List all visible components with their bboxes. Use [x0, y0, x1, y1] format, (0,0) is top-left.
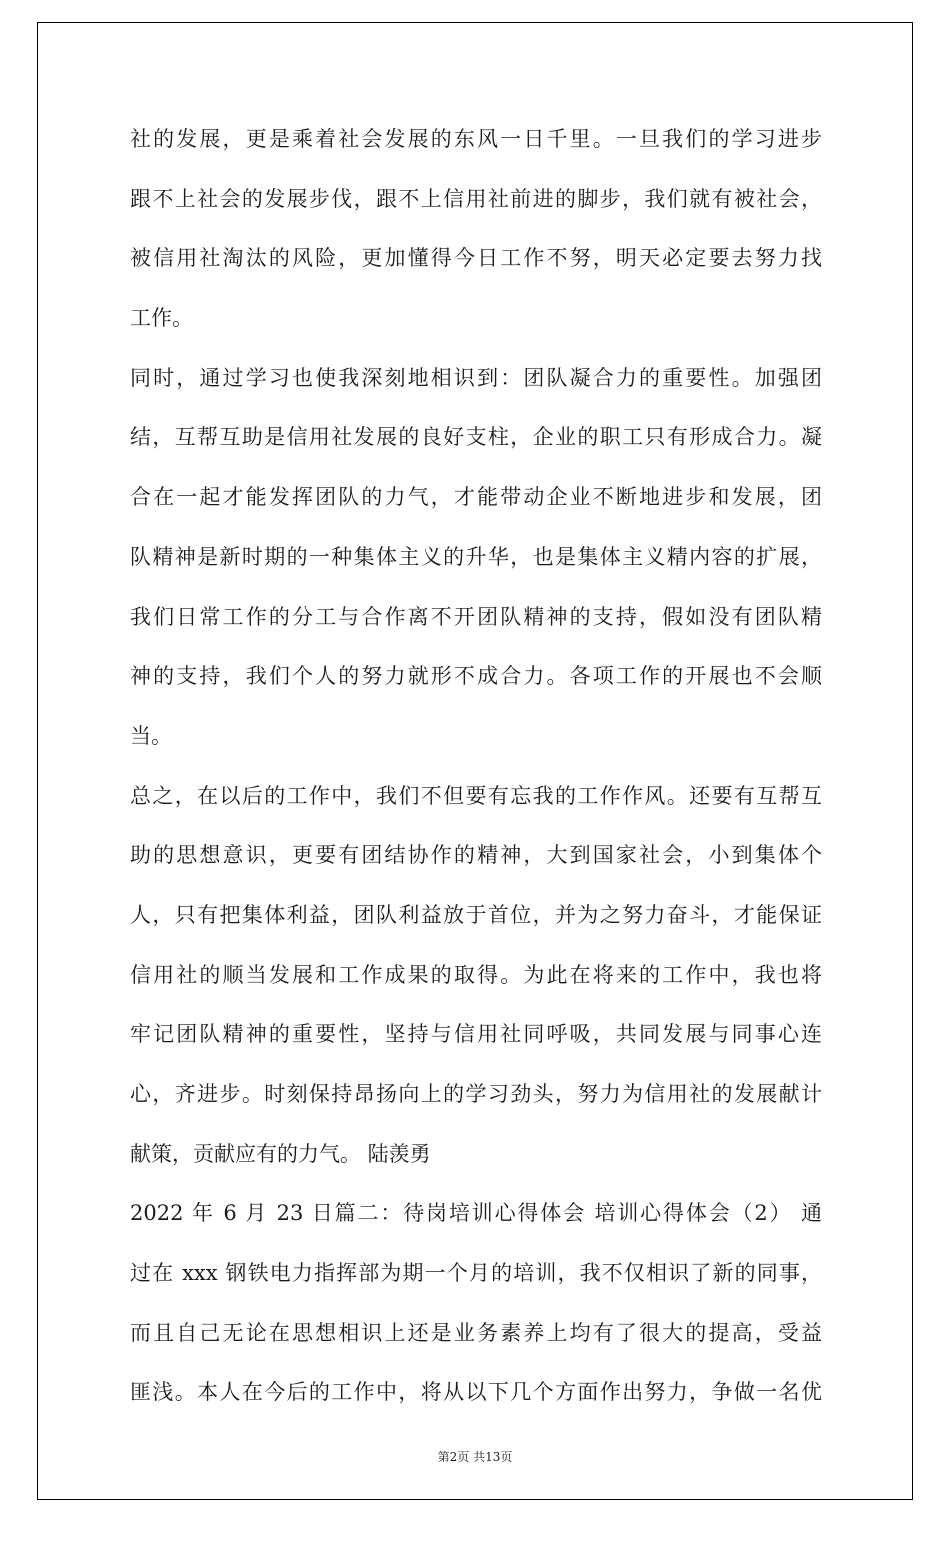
text-line: 社的发展，更是乘着社会发展的东风一日千里。一旦我们的学习进步 — [130, 127, 822, 151]
text-line: 当。 — [130, 723, 172, 748]
page-footer: 第2页 共13页 — [437, 1450, 513, 1464]
text-line: 而且自己无论在思想相识上还是业务素养上均有了很大的提高，受益 — [130, 1320, 822, 1345]
text-line: 心，齐进步。时刻保持昂扬向上的学习劲头，努力为信用社的发展献计 — [130, 1082, 822, 1106]
text-line: 神的支持，我们个人的努力就形不成合力。各项工作的开展也不会顺 — [130, 664, 822, 689]
text-line: 牢记团队精神的重要性，坚持与信用社同呼吸，共同发展与同事心连 — [130, 1022, 822, 1047]
text-line: 队精神是新时期的一种集体主义的升华，也是集体主义精内容的扩展， — [130, 544, 822, 569]
document-body — [130, 110, 822, 1423]
text-line: 结，互帮互助是信用社发展的良好支柱，企业的职工只有形成合力。凝 — [130, 425, 822, 450]
text-line: 过在 xxx 钢铁电力指挥部为期一个月的培训，我不仅相识了新的同事， — [130, 1261, 822, 1286]
text-line: 我们日常工作的分工与合作离不开团队精神的支持，假如没有团队精 — [130, 604, 822, 629]
text-line: 献策，贡献应有的力气。 陆羡勇 — [130, 1141, 431, 1166]
text-line: 合在一起才能发挥团队的力气，才能带动企业不断地进步和发展，团 — [130, 485, 822, 510]
text-line: 助的思想意识，更要有团结协作的精神，大到国家社会，小到集体个 — [130, 843, 822, 868]
text-line: 人，只有把集体利益，团队利益放于首位，并为之努力奋斗，才能保证 — [130, 902, 822, 927]
text-line: 跟不上社会的发展步伐，跟不上信用社前进的脚步，我们就有被社会， — [130, 186, 822, 211]
text-line: 同时，通过学习也使我深刻地相识到：团队凝合力的重要性。加强团 — [130, 365, 822, 390]
text-line: 被信用社淘汰的风险，更加懂得今日工作不努，明天必定要去努力找 — [130, 246, 822, 271]
text-line: 2022 年 6 月 23 日篇二：待岗培训心得体会 培训心得体会（2） 通 — [130, 1201, 822, 1226]
text-line: 信用社的顺当发展和工作成果的取得。为此在将来的工作中，我也将 — [130, 962, 822, 987]
text-line: 总之，在以后的工作中，我们不但要有忘我的工作作风。还要有互帮互 — [130, 783, 822, 808]
text-line: 匪浅。本人在今后的工作中，将从以下几个方面作出努力，争做一名优 — [130, 1380, 822, 1405]
text-line: 工作。 — [130, 306, 193, 331]
